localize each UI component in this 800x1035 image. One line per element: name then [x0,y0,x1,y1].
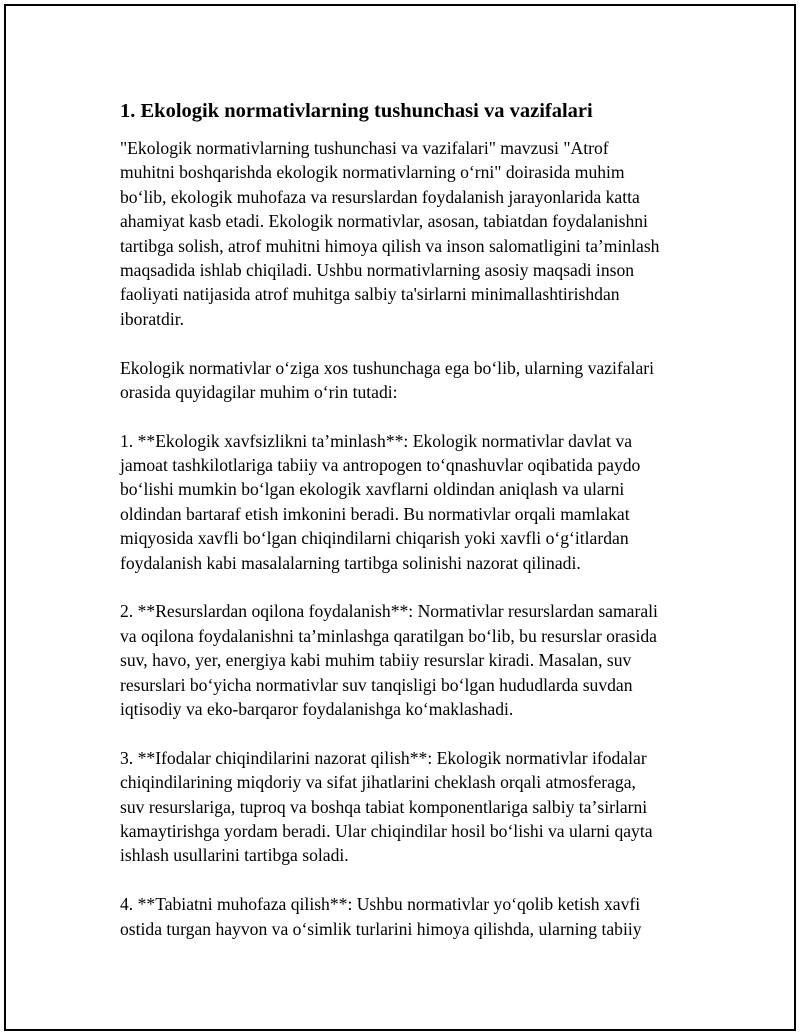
paragraph-gap [120,721,700,745]
paragraph-line: iboratdir. [120,308,185,329]
paragraph-line: "Ekologik normativlarning tushunchasi va vazifalari" mavzusi "Atrof [120,138,609,158]
page-frame [4,4,796,1031]
list-item-1 [120,429,700,575]
list-item-4 [120,892,700,941]
paragraph-line: resurslari boʻyicha normativlar suv tanqisligi boʻlgan hududlarda suvdan [120,674,633,695]
paragraph-line: boʻlishi mumkin boʻlgan ekologik xavflarni oldindan aniqlash va ularni [120,479,625,500]
paragraph-line: Ekologik normativlar oʻziga xos tushunchaga ega boʻlib, ularning vazifalari [120,357,654,378]
document-body [120,98,700,941]
paragraph-intro [120,136,700,331]
paragraph-gap [120,575,700,599]
list-item-3 [120,746,700,868]
paragraph-line: faoliyati natijasida atrof muhitga salbiy ta'sirlarni minimallashtirishdan [120,284,620,305]
paragraph-line: suv, havo, yer, energiya kabi muhim tabiiy resurslar kiradi. Masalan, suv [120,650,632,671]
paragraph-line: iqtisodiy va eko-barqaror foydalanishga koʻmaklashadi. [120,698,514,719]
paragraph-gap [120,404,700,428]
paragraph-line: boʻlib, ekologik muhofaza va resurslardan foydalanish jarayonlarida katta [120,186,640,207]
section-heading: 1. Ekologik normativlarning tushunchasi va vazifalari [120,100,593,122]
paragraph-line: chiqindilarining miqdoriy va sifat jihatlarini cheklash orqali atmosferaga, [120,772,636,793]
paragraph-line: ahamiyat kasb etadi. Ekologik normativlar, asosan, tabiatdan foydalanishni [120,211,648,232]
paragraph-line: oldindan bartaraf etish imkonini beradi. Bu normativlar orqali mamlakat [120,503,630,524]
paragraph-line: suv resurslariga, tuproq va boshqa tabiat komponentlariga salbiy taʼsirlarni [120,796,648,817]
paragraph-gap [120,868,700,892]
paragraph-gap [120,331,700,355]
paragraph-line: kamaytirishga yordam beradi. Ular chiqindilar hosil boʻlishi va ularni qayta [120,820,653,841]
paragraph-line: orasida quyidagilar muhim oʻrin tutadi: [120,381,398,402]
list-item-2 [120,599,700,721]
paragraph-line: jamoat tashkilotlariga tabiiy va antropogen toʻqnashuvlar oqibatida paydo [120,455,641,476]
paragraph-line: 3. **Ifodalar chiqindilarini nazorat qilish**: Ekologik normativlar ifodalar [120,747,647,768]
paragraph-overview [120,356,700,405]
paragraph-line: ostida turgan hayvon va oʻsimlik turlarini himoya qilishda, ularning tabiiy [120,918,642,939]
paragraph-line: va oqilona foydalanishni taʼminlashga qaratilgan boʻlib, bu resurslar orasida [120,625,657,646]
paragraph-line: foydalanish kabi masalalarning tartibga solinishi nazorat qilinadi. [120,552,581,573]
paragraph-line: 2. **Resurslardan oqilona foydalanish**: Normativlar resurslardan samarali [120,601,658,622]
paragraph-line: maqsadida ishlab chiqiladi. Ushbu normativlarning asosiy maqsadi inson [120,259,635,280]
paragraph-line: tartibga solish, atrof muhitni himoya qilish va inson salomatligini taʼminlash [120,235,660,256]
paragraph-line: 4. **Tabiatni muhofaza qilish**: Ushbu normativlar yoʻqolib ketish xavfi [120,894,641,915]
paragraph-line: ishlash usullarini tartibga soladi. [120,845,349,866]
paragraph-line: 1. **Ekologik xavfsizlikni taʼminlash**: Ekologik normativlar davlat va [120,430,633,451]
paragraph-line: muhitni boshqarishda ekologik normativlarning oʻrni" doirasida muhim [120,162,625,183]
paragraph-line: miqyosida xavfli boʻlgan chiqindilarni chiqarish yoki xavfli oʻgʻitlardan [120,528,629,549]
